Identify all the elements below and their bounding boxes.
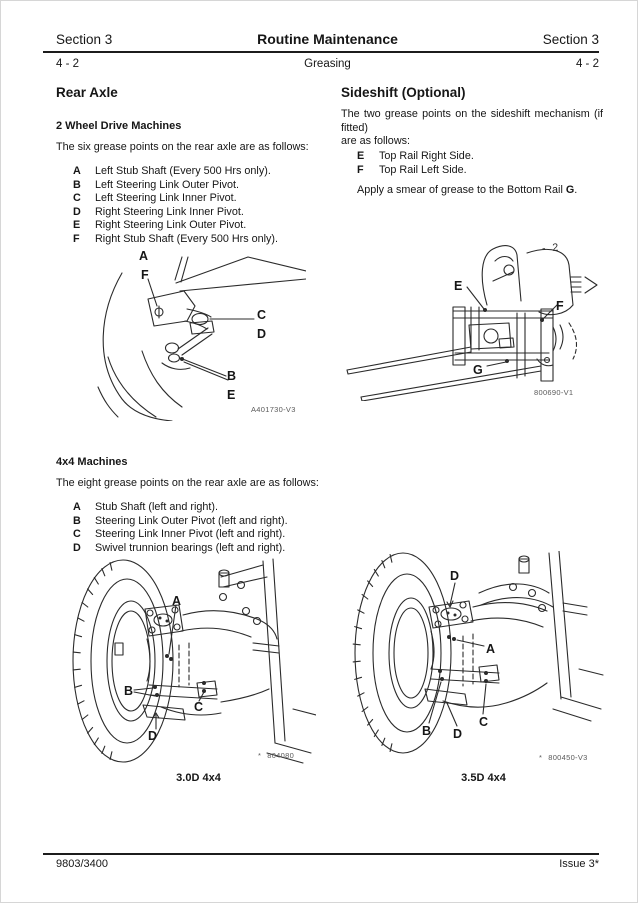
fig1-label-c: C xyxy=(257,308,267,322)
fig3-title: 3.0D 4x4 xyxy=(176,772,221,784)
grease-point-list-sideshift xyxy=(357,150,597,177)
list-item xyxy=(73,515,323,529)
grease-point-key: E xyxy=(357,150,365,162)
header-section-right: Section 3 xyxy=(542,32,599,47)
grease-point-desc: Stub Shaft (left and right). xyxy=(95,501,219,513)
grease-point-key: C xyxy=(73,528,81,541)
subheading-2wd: 2 Wheel Drive Machines xyxy=(56,120,182,132)
page-number-left: 4 - 2 xyxy=(56,58,80,70)
intro-sideshift-line2: are as follows: xyxy=(341,135,411,148)
page-subheader xyxy=(56,58,599,70)
section-title-rear-axle: Rear Axle xyxy=(56,85,118,100)
grease-point-key: D xyxy=(73,205,81,218)
note-ref-g: G xyxy=(565,184,575,196)
grease-point-key: A xyxy=(73,165,81,177)
note-period: . xyxy=(574,184,578,196)
list-item xyxy=(73,542,323,556)
grease-point-desc: Top Rail Left Side. xyxy=(379,163,467,176)
grease-point-desc: Right Steering Link Outer Pivot. xyxy=(95,219,247,232)
fig1-label-f: F xyxy=(141,268,149,282)
grease-point-key: A xyxy=(73,501,81,513)
fig4-title: 3.5D 4x4 xyxy=(461,772,506,784)
fig4-label-d-top: D xyxy=(450,569,460,583)
fig4-label-a: A xyxy=(486,642,496,656)
grease-point-list-2wd xyxy=(73,165,323,247)
header-section-left: Section 3 xyxy=(56,32,113,47)
grease-point-key: B xyxy=(73,514,81,527)
list-item xyxy=(73,233,323,247)
footer-publication-number: 9803/3400 xyxy=(56,858,108,870)
grease-point-key: F xyxy=(73,232,80,245)
fig1-label-e: E xyxy=(227,388,236,402)
grease-point-desc: Steering Link Inner Pivot (left and right). xyxy=(95,528,286,541)
note-text: Apply a smear of grease to the Bottom Rail xyxy=(357,184,566,196)
fig1-label-d: D xyxy=(257,327,267,341)
grease-point-desc: Left Steering Link Inner Pivot. xyxy=(95,192,237,205)
fig3-label-a: A xyxy=(172,594,182,608)
list-item xyxy=(73,528,323,542)
sideshift-note xyxy=(357,184,603,198)
fig3-caption xyxy=(258,751,294,760)
fig2-label-e: E xyxy=(454,279,463,293)
grease-point-key: E xyxy=(73,219,81,232)
grease-point-key: F xyxy=(357,163,364,176)
fig4-caption xyxy=(539,753,588,762)
fig1-caption: A401730-V3 xyxy=(251,405,296,414)
fig3-label-d: D xyxy=(148,729,158,743)
fig4-label-d-bottom: D xyxy=(453,727,463,741)
fig3-caption-star: * xyxy=(258,751,262,760)
subheading-4x4: 4x4 Machines xyxy=(56,456,128,468)
grease-point-desc: Swivel trunnion bearings (left and right). xyxy=(95,541,286,554)
chapter-title: Greasing xyxy=(304,58,351,70)
fig2-label-f: F xyxy=(556,299,564,313)
fig2-caption: 800690-V1 xyxy=(534,388,574,397)
fig3-label-b: B xyxy=(124,684,134,698)
fig4-caption-number: 800450-V3 xyxy=(548,753,588,762)
intro-sideshift xyxy=(341,108,603,149)
intro-2wd: The six grease points on the rear axle are as follows: xyxy=(56,141,309,153)
fig4-caption-star: * xyxy=(539,753,543,762)
section-title-sideshift: Sideshift (Optional) xyxy=(341,85,466,100)
grease-point-key: D xyxy=(73,541,81,554)
grease-point-key: B xyxy=(73,178,81,191)
grease-point-key: C xyxy=(73,192,81,205)
footer-rule xyxy=(43,853,599,855)
list-item xyxy=(73,219,323,233)
grease-point-desc: Left Stub Shaft (Every 500 Hrs only). xyxy=(95,165,271,177)
figure-axle-2wd-drawing xyxy=(96,249,306,421)
header-title: Routine Maintenance xyxy=(257,31,398,47)
list-item xyxy=(357,164,597,178)
fig1-label-b: B xyxy=(227,369,237,383)
fig3-caption-number: 804080 xyxy=(267,751,295,760)
figure-axle-35d-drawing xyxy=(351,551,606,766)
page-number-right: 4 - 2 xyxy=(575,58,599,70)
grease-point-desc: Left Steering Link Outer Pivot. xyxy=(95,178,240,191)
fig3-label-c: C xyxy=(194,700,204,714)
grease-point-desc: Right Steering Link Inner Pivot. xyxy=(95,205,244,218)
grease-point-desc: Steering Link Outer Pivot (left and right). xyxy=(95,514,288,527)
fig1-label-a: A xyxy=(139,249,149,263)
grease-point-list-4x4 xyxy=(73,501,323,555)
list-item xyxy=(73,192,323,206)
intro-4x4: The eight grease points on the rear axle are as follows: xyxy=(56,477,319,489)
grease-point-desc: Top Rail Right Side. xyxy=(379,150,474,162)
list-item xyxy=(73,501,323,515)
intro-sideshift-line1: The two grease points on the sideshift mechanism (if fitted) xyxy=(341,108,603,134)
footer-issue: Issue 3* xyxy=(559,858,599,870)
figure-axle-30d-drawing xyxy=(71,557,316,769)
fig4-label-c: C xyxy=(479,715,489,729)
list-item xyxy=(73,179,323,193)
list-item xyxy=(73,165,323,179)
fig2-sketch-mark: - 2 xyxy=(541,241,561,255)
grease-point-desc: Right Stub Shaft (Every 500 Hrs only). xyxy=(95,232,279,245)
fig2-label-g: G xyxy=(473,363,483,377)
list-item xyxy=(357,150,597,164)
header-rule xyxy=(43,51,599,53)
page-header xyxy=(56,31,599,47)
fig4-label-b: B xyxy=(422,724,432,738)
list-item xyxy=(73,206,323,220)
